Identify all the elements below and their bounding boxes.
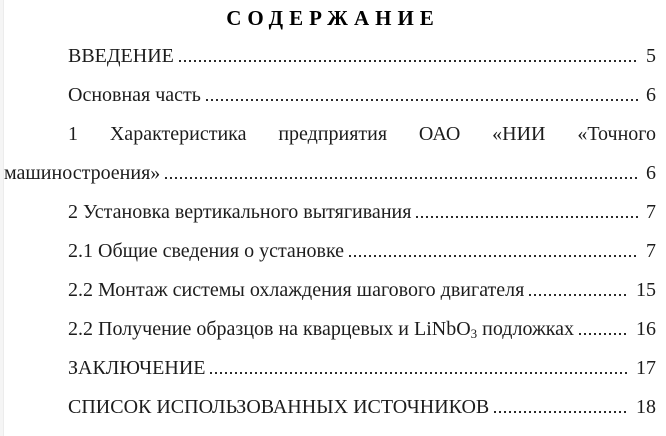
dot-leader xyxy=(210,372,629,374)
toc-entry-label: ЗАКЛЮЧЕНИЕ xyxy=(68,357,206,379)
toc-title: СОДЕРЖАНИЕ xyxy=(226,6,440,30)
toc-entry-line1: 1 Характеристика предприятия ОАО «НИИ «Точного xyxy=(68,123,656,145)
dot-leader xyxy=(529,294,629,296)
toc-entry-label: Основная часть xyxy=(68,84,201,106)
toc-entry-enterprise-characteristic[interactable] xyxy=(4,123,656,184)
dot-leader xyxy=(179,60,639,62)
toc-page-number: 6 xyxy=(646,84,656,106)
subscript-3: 3 xyxy=(470,326,478,341)
toc-page-number: 7 xyxy=(646,201,656,223)
toc-entry-label: СПИСОК ИСПОЛЬЗОВАННЫХ ИСТОЧНИКОВ xyxy=(68,396,490,418)
toc-page-number: 17 xyxy=(636,357,656,379)
toc-entry-conclusion[interactable] xyxy=(4,357,656,379)
dot-leader xyxy=(416,216,639,218)
toc-entry-introduction[interactable] xyxy=(4,45,656,67)
toc-entry-sources-list[interactable] xyxy=(4,396,656,418)
toc-entry-label: машиностроения» xyxy=(4,162,161,184)
dot-leader xyxy=(494,411,629,413)
toc-entry-cooling-system-montage[interactable] xyxy=(4,279,656,301)
toc-entry-label xyxy=(68,318,574,340)
page-edge xyxy=(0,0,4,436)
dot-leader xyxy=(206,99,639,101)
toc-page-number: 18 xyxy=(636,396,656,418)
toc-entry-main-part[interactable] xyxy=(4,84,656,106)
toc-page-number: 7 xyxy=(646,240,656,262)
toc-entry-label-pre: 2.2 Получение образцов на кварцевых и LiNbO xyxy=(68,318,471,340)
toc-entry-label: 2.1 Общие сведения о установке xyxy=(68,240,345,262)
toc-entry-general-info[interactable] xyxy=(4,240,656,262)
toc-page-number: 6 xyxy=(646,162,656,184)
toc-list xyxy=(4,45,656,418)
toc-entry-label: 2.2 Монтаж системы охлаждения шагового двигателя xyxy=(68,279,525,301)
toc-entry-samples-on-substrates[interactable] xyxy=(4,318,656,340)
toc-page-number: 5 xyxy=(646,45,656,67)
toc-entry-label-post: подложках xyxy=(477,318,575,340)
toc-entry-vertical-pulling-unit[interactable] xyxy=(4,201,656,223)
toc-entry-label: 2 Установка вертикального вытягивания xyxy=(68,201,412,223)
toc-page-number: 16 xyxy=(636,318,656,340)
dot-leader xyxy=(349,255,639,257)
dot-leader xyxy=(579,333,629,335)
toc-page-number: 15 xyxy=(636,279,656,301)
toc-entry-line2 xyxy=(4,162,656,184)
toc-entry-label: ВВЕДЕНИЕ xyxy=(68,45,174,67)
dot-leader xyxy=(165,177,639,179)
